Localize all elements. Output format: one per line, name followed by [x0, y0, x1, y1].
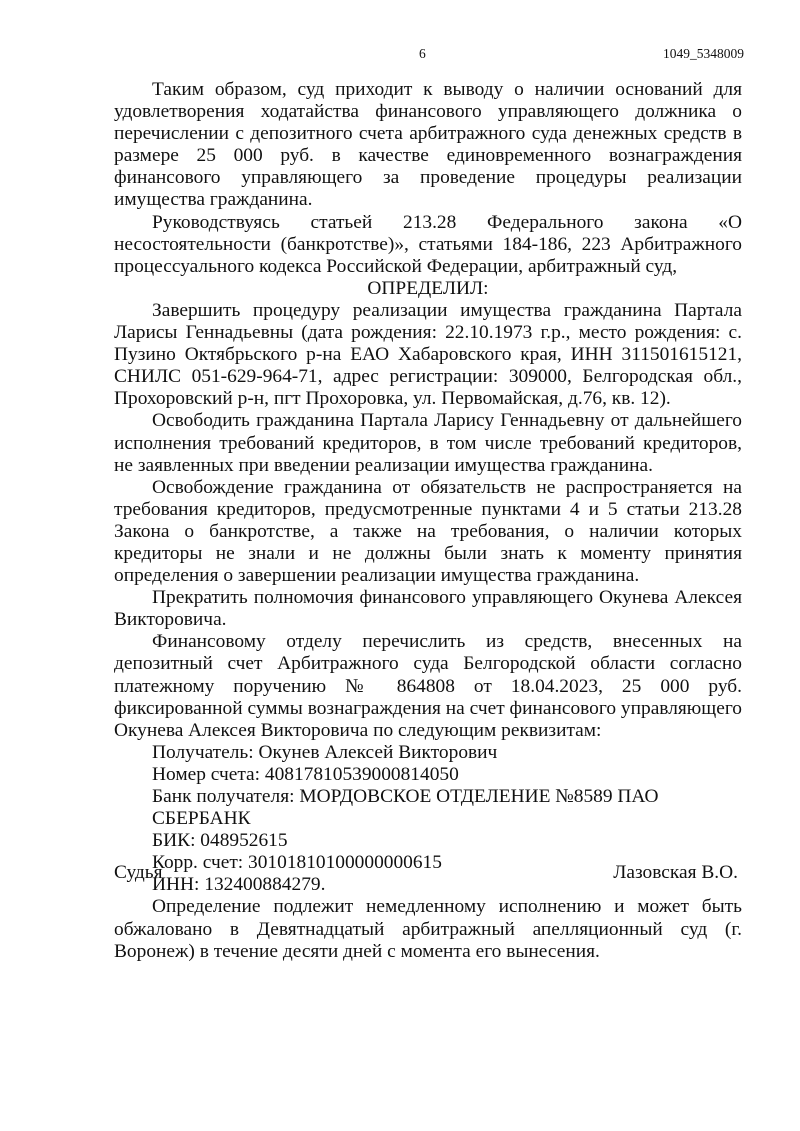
signature-role: Судья: [114, 862, 163, 883]
requisite-recipient: Получатель: Окунев Алексей Викторович: [152, 741, 498, 763]
decision-heading: ОПРЕДЕЛИЛ:: [367, 277, 489, 299]
paragraph-release-exceptions: Освобождение гражданина от обязательств не распространяется на требования кредиторов, предусмотренные пунктами 4 и 5 статьи 213.28 Закона о банкротстве, а также на требования, о наличии которых кредиторы не знали и не должны были знать к моменту принятия определения о завершении реализации имущества гражданина.: [114, 476, 742, 587]
requisite-inn: ИНН: 132400884279.: [152, 874, 326, 896]
paragraph-conclusion: Таким образом, суд приходит к выводу о наличии оснований для удовлетворения ходатайства финансового управляющего должника о перечислении с депозитного счета арбитражного суда денежных средств в размере 25 000 руб. в качестве единовременного вознаграждения финансового управляющего за проведение процедуры реализации имущества гражданина.: [114, 79, 742, 211]
requisite-bank: Банк получателя: МОРДОВСКОЕ ОТДЕЛЕНИЕ №8589 ПАО СБЕРБАНК: [152, 786, 659, 830]
paragraph-legal-basis: Руководствуясь статьей 213.28 Федерального закона «О несостоятельности (банкротстве)», статьями 184-186, 223 Арбитражного процессуального кодекса Российской Федерации, арбитражный суд,: [114, 211, 742, 277]
paragraph-terminate-powers: Прекратить полномочия финансового управляющего Окунева Алексея Викторовича.: [114, 587, 742, 631]
paragraph-appeal: Определение подлежит немедленному исполнению и может быть обжаловано в Девятнадцатый арбитражный апелляционный суд (г. Воронеж) в течение десяти дней с момента его вынесения.: [114, 896, 742, 962]
requisite-corr-account: Корр. счет: 30101810100000000615: [152, 852, 442, 874]
requisite-account-number: Номер счета: 40817810539000814050: [152, 763, 459, 785]
page-number: 6: [419, 46, 426, 61]
document-body: [114, 79, 742, 963]
signature-name: Лазовская В.О.: [613, 862, 738, 883]
page-header: [114, 46, 742, 66]
document-id: 1049_5348009: [663, 46, 744, 61]
paragraph-transfer-funds: Финансовому отделу перечислить из средств, внесенных на депозитный счет Арбитражного суда Белгородской области согласно платежному поручению № 864808 от 18.04.2023, 25 000 руб. фиксированной суммы вознаграждения на счет финансового управляющего Окунева Алексея Викторовича по следующим реквизитам:: [114, 631, 742, 741]
paragraph-complete-procedure: Завершить процедуру реализации имущества гражданина Партала Ларисы Геннадьевны (дата рождения: 22.10.1973 г.р., место рождения: с. Пузино Октябрьского р-на ЕАО Хабаровского края, ИНН 311501615121, СНИЛС 051-629-964-71, адрес регистрации: 309000, Белгородская обл., Прохоровский р-н, пгт Прохоровка, ул. Первомайская, д.76, кв. 12).: [114, 299, 742, 410]
requisite-bik: БИК: 048952615: [152, 830, 288, 852]
paragraph-release-obligations: Освободить гражданина Партала Ларису Геннадьевну от дальнейшего исполнения требований кредиторов, в том числе требований кредиторов, не заявленных при введении реализации имущества гражданина.: [114, 410, 742, 476]
